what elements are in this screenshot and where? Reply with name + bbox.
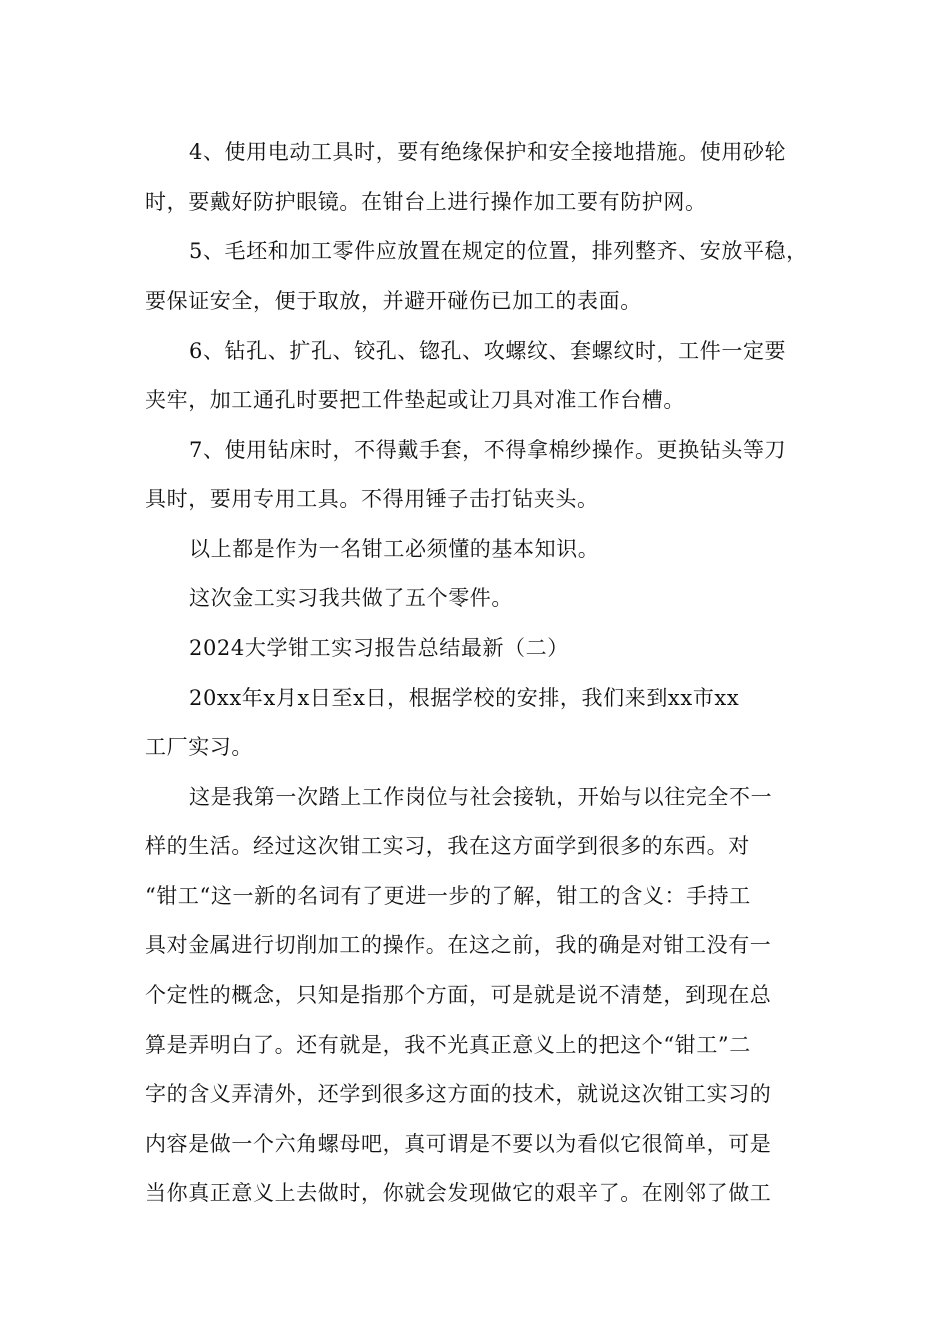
text-line: 6、钻孔、扩孔、铰孔、锪孔、攻螺纹、套螺纹时，工件一定要 xyxy=(189,339,787,363)
text-line: 要保证安全，便于取放，并避开碰伤已加工的表面。 xyxy=(145,289,642,313)
text-line: 工厂实习。 xyxy=(145,735,253,759)
text-line: 时，要戴好防护眼镜。在钳台上进行操作加工要有防护网。 xyxy=(145,190,707,214)
text-line: 具时，要用专用工具。不得用锤子击打钻夹头。 xyxy=(145,487,599,511)
text-line: 夹牢，加工通孔时要把工件垫起或让刀具对准工作台槽。 xyxy=(145,388,685,412)
text-line: 5、毛坯和加工零件应放置在规定的位置，排列整齐、安放平稳， xyxy=(189,239,808,263)
text-line: 这次金工实习我共做了五个零件。 xyxy=(189,586,513,610)
text-line: 20xx年x月x日至x日，根据学校的安排，我们来到xx市xx xyxy=(189,686,740,710)
text-line: 样的生活。经过这次钳工实习，我在这方面学到很多的东西。对 xyxy=(145,834,750,858)
text-line: 算是弄明白了。还有就是，我不光真正意义上的把这个“钳工”二 xyxy=(145,1033,751,1057)
text-line: 4、使用电动工具时，要有绝缘保护和安全接地措施。使用砂轮 xyxy=(189,140,787,164)
text-line: 以上都是作为一名钳工必须懂的基本知识。 xyxy=(189,537,600,561)
text-line: 7、使用钻床时，不得戴手套，不得拿棉纱操作。更换钻头等刀 xyxy=(189,438,787,462)
section-heading: 2024大学钳工实习报告总结最新（二） xyxy=(189,636,569,660)
text-line: 这是我第一次踏上工作岗位与社会接轨，开始与以往完全不一 xyxy=(189,785,773,809)
text-line: 个定性的概念，只知是指那个方面，可是就是说不清楚，到现在总 xyxy=(145,983,772,1007)
text-line: 内容是做一个六角螺母吧，真可谓是不要以为看似它很简单，可是 xyxy=(145,1132,772,1156)
text-line: 具对金属进行切削加工的操作。在这之前，我的确是对钳工没有一 xyxy=(145,933,772,957)
text-line: “钳工“这一新的名词有了更进一步的了解，钳工的含义：手持工 xyxy=(145,884,751,908)
text-line: 当你真正意义上去做时，你就会发现做它的艰辛了。在刚邻了做工 xyxy=(145,1181,772,1205)
text-line: 字的含义弄清外，还学到很多这方面的技术，就说这次钳工实习的 xyxy=(145,1082,772,1106)
